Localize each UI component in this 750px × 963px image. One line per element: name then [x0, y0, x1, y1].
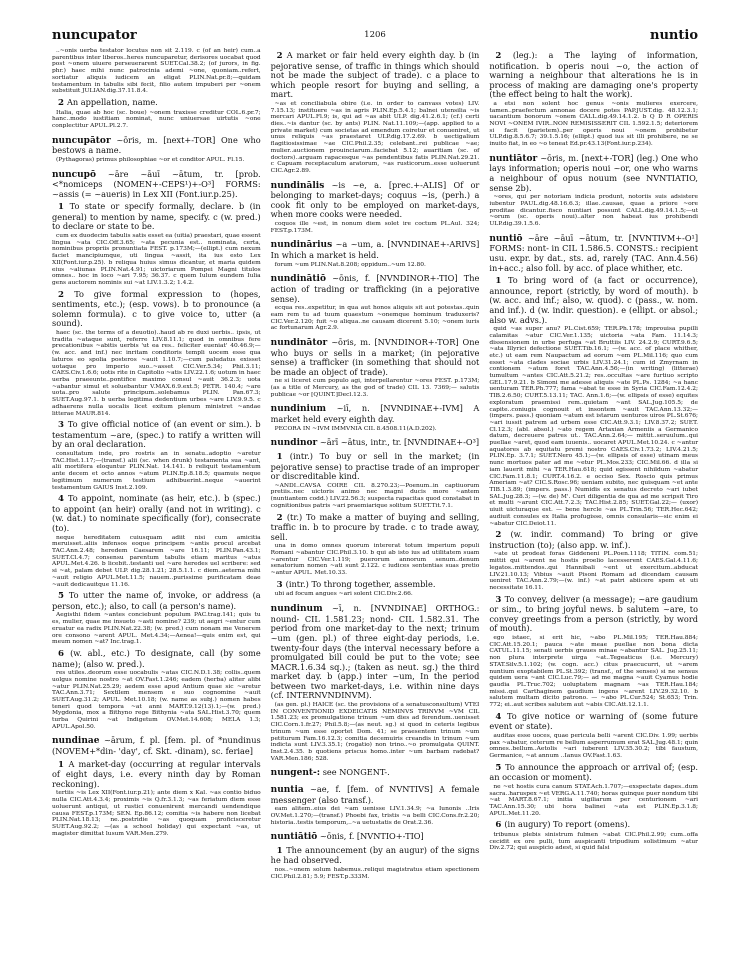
sense-definition: 6 (in augury) To report (omens).: [495, 819, 631, 831]
right-running-headword: nuntio: [650, 28, 698, 43]
sense-number: 3: [58, 420, 68, 431]
entry-headword: nuntiātor: [489, 153, 538, 164]
citation-block: tribunus plebis sinistrum fulmen ~abat CIC.Phil.2.99; cum..offa cecidit ex ore pulli, tum auspicanti tripudium solistimum ~atur Div.2.72; qui auspicio adest, si quid falsi: [489, 832, 699, 852]
entry-etymology: ~ārum, f. pl. [fem. pl. of *nundinus (NOVEM+*din- 'day', cf. Skt. -dinam), sc. feriae]: [52, 735, 261, 757]
sense-number: 3: [495, 594, 505, 605]
sense-definition: 3 To give official notice of (an event or sim.). b testamentum ~are, (spec.) to ratify a written will by an oral declaration.: [52, 419, 261, 450]
sense-definition: 1 (intr.) To buy or sell in the market; (in pejorative sense) to practise trade of an improper or discreditable kind.: [270, 450, 480, 482]
entry-headword: nuntia: [270, 784, 304, 795]
citation-block: res utiles..deorum esse uocabulis ~atas CIC.N.D.1.38; collis..quem uolgus nomine nostro ~at OV.Fast.1.246; eadem (herba) aliter alibi ~atur PLIN.Nat.25.29; aedem esse apud Antium quae sic ~aretur TAC.Ann.3.71; Sextilem mensem e suo cognomine ~auit SUET.Aug.31.2; APUL. Met.10.18; (w. name as subj.) nomen habes teneri quod tempora ~at anni MART.9.12(13).1;—(w. pred.) Mygdonia, mox a Bithyno rege Bithynia ~ata SAL.Hist.3.70; quem turba Quirini ~at Indigetum OV.Met.14.608; MELA 1.3; APUL.Apol.50.: [52, 670, 261, 730]
page-number: 1206: [364, 30, 386, 40]
citation-block: neque hereditatem cuiusquam adiit nisi cum amicitia meruisset..aliis infensos eoque principem ~antis procul arcebat TAC.Ann.2.48; heredem Caesarem ~are 16.11; PLIN.Pan.43.1; SUET.Cl.4.7; consensu parentum tabulis etiam maritus ~atus APUL.Met.4.26. b licebit..testanti uel ~are heredes uel scribere: sed si ~at, palam debet ULP. dig.28.1.21; 28.5.1.1. c diem..aeterna mihi ~auit religio APUL.Met.11.5; nauem..purissime purificatam deae ~auit dedicauitque 11.16.: [52, 534, 261, 588]
sense-definition: 1 To state or specify formally, declare. b (in general) to mention by name, specify. c (w. pred.) to declare or state to be.: [52, 201, 261, 232]
sense-definition: 1 To bring word of (a fact or occurrence), announce, report (strictly, by word of mouth). b (w. acc. and inf.; also, w. quod). c (pass., w. nom. and inf.). d (w. indir. question). e (ellipt. or absol.; also w. advs.).: [489, 275, 699, 325]
entry-etymology: ~ōris, m. [NVNDINOR+-TOR] One who buys or sells in a market; (in pejorative sense) a trafficker (in something that should not be made an object of trade).: [270, 336, 480, 377]
entry-etymology: ~is ~e, a. [prec.+-ALIS] Of or belonging to market-days; coquus ~is, (perh.) a cook fit only to be employed on market-days, when more cooks were needed.: [270, 179, 480, 220]
sense-definition: 1 The announcement (by an augur) of the signs he had observed.: [270, 844, 480, 866]
citation-block: eam alitem..eius dei ~am uenisse LIV.1.34.9; ~a Iunonis ..Iris OV.Met.1.270;—(transf.) Phoebi fax, tristis ~a belli CIC.Cons.fr.2.20; historia..testis temporum,..~a uetustatis de Orat.2.36.: [270, 806, 480, 826]
sense-definition: 2 To give formal expression to (hopes, sentiments, etc.); (esp. vows). b to pronounce (a solemn formula). c to give voice to, utter (a sound).: [52, 288, 261, 329]
sense-number: 4: [58, 494, 68, 505]
entry-headword: nuncupātor: [52, 135, 111, 146]
sense-number: 2: [495, 51, 513, 61]
citation-block: auditas esse uoces, quae pericula belli ~arent CIC.Div. 1.99; uerbis pax ~abatur, ceterum re bellum asperrumum erat SAL.Jug.48.1; quin omnes..bellum..Aetolis ~ari iuberent LIV.35.30.2; tibi faustum, Germanice, ~at annum ..Ianus OV.Fast.1.63.: [489, 732, 699, 760]
sense-definition: 2 (w. indir. command) To bring or give instruction (to); (also app. w. inf.).: [489, 529, 699, 550]
entry-etymology: ~iī, n. [NVNDINAE+-IVM] A market held every eighth day.: [270, 403, 480, 425]
sense-definition: 1 A market-day (occurring at regular intervals of eight days, i.e. every ninth day by Roman reckoning).: [52, 758, 261, 789]
dictionary-entry: [271, 785, 480, 805]
sense-number: 6: [495, 820, 505, 831]
entry-etymology: ~a ~um, a. [NVNDINAE+-ARIVS] In which a market is held.: [270, 239, 480, 261]
sense-number: 5: [495, 762, 506, 773]
citation-block: (as gen. pl.) HAICE (sc. the provisions of a senatusconsultum) VTEI IN CONVENTIONID EXDEICATIS NEMINVS TRINVM ~VM CIL 1.581.23; ex promulgatione trinum ~um dies ad ferendum..uenisset CIC.Corn.1.fr.27; Phil.5.8;—(as neut. sg.) si quod in ceteris legibus trinum ~um esse oportet Dom. 41; se praesentem trinum ~um petiturum Fam.16.12.3; comitia decemuiris creandis in trinum ~um indicta sunt LIV.3.35.1; (rogatio) non trino..~o promulgata QUINT. Inst.2.4.35. b quotiens priscus homo..inter ~um barbam radebat? VAR.Men.186; 528.: [270, 702, 480, 762]
dictionary-entry: [489, 234, 698, 273]
entry-headword: nundinātiō: [270, 274, 326, 285]
entry-etymology: ~ārī ~ātus, intr., tr. [NVNDINAE+-O³]: [317, 437, 480, 448]
entry-etymology: ~ōnis, f. [NVNDINOR+-TIO] The action of trading or trafficking (in a pejorative sense).: [270, 273, 480, 304]
entry-headword: nundinum: [270, 604, 323, 615]
citation-block: ~ores, qui per notoriam indicia produnt, notoriis suis adsistere iubentur PAUL.dig.48.16.6.3; illae..causae, quae a priore ~ore proditae dicantur..fisco nuntiari possunt CALL.dig.49.14.1.5;—ut ~orum (sc. operis noui)..alter non habeat ius prohibendi ULP.dig.39.1.5.6.: [489, 194, 699, 228]
sense-number: 2: [58, 289, 75, 300]
dictionary-entry: [271, 274, 480, 304]
dictionary-entry: [271, 438, 480, 449]
sense-definition: 5 To announce the approach or arrival of; (esp. an occasion or moment).: [489, 761, 699, 783]
column-3: [489, 48, 698, 881]
dictionary-entry: [271, 181, 480, 220]
dictionary-entry: [271, 832, 480, 843]
citation-block: ~ANDI..CAVSA COIRE CIL 8.270.23;—Poenum..in captiuorum pretiis..nec uictoris animo nec magni ducis more ~antem (nuntiantem codd.) LIV.22.56.3; suspecta rapacitas quod constabat in cognitionibus patris ~ari praemiarique solitum SUET.Tit.7.1.: [270, 482, 480, 509]
sense-number: 2: [495, 530, 511, 541]
dictionary-entry: [271, 604, 480, 701]
sense-number: 2: [58, 97, 67, 108]
sense-number: 4: [495, 711, 507, 722]
entry-headword: nungent-:: [270, 768, 321, 779]
citation-block: ~as et conciliabula obire (i.e. in order to canvass votes) LIV. 7.15.13; instituere ~as in agris PLIN.Ep.5.4.1; balnei utensilia ~is mercari APUL.Fl.9; is, qui ad ~as abit ULP. dig.41.2.6.1; (cf.) certi dies..~is dantur (sc. by ants) PLIN. Nat.11.109;—(app. applied to a private market) cum societas ad emendum coiretur et conueniret, ut unus reliquis ~as praestaret ULP.dig.17.2.69. b uectigalium flagitiosissimae ~ae CIC.Phil.2.35; celebant..rei publicae ~ae; mulier..auctionem prouinciarum..faciebat 5.12; auaritiam (sc. of doctors)..arguam rapacesque ~as pendentibus fatis PLIN.Nat.29.21. c Capuam receptaculum aratorum, ~as rusticorum..esse uoluerunt CIC.Agr.2.89.: [270, 100, 480, 174]
entry-etymology: ~ōnis, f. [NVNTIO+-TIO]: [317, 831, 424, 842]
entry-headword: nuncupō: [52, 169, 96, 180]
sense-definition: 2 An appellation, name.: [58, 96, 158, 108]
entry-headword: nuntiō: [489, 233, 523, 244]
entry-headword: nundinor: [270, 438, 318, 449]
citation-block: haec (sc. the terms of a deuotio)..haud ab re duxi uerbis.. ipsis, ut tradita ~ataque sunt, referre LIV.8.11.1; quod in omnibus fere precationibus ~abitis uerbis 'ut ea res.. feliciter eueniat' 40.46.9;—(w. acc. and inf.) nec inritam conditoris templi uocem esse qua laturos eo spolia posteros ~auit 1.10.7;—cum paludatus exisset uotaque pro imperio suo..~asset CIC.Ver.5.34; Phil.3.11; CAES.Civ.1.6.6; uotis rite in Capitolio ~atis LIV.22.1.6; uotum in haec uerba praeeunte..pontifice maximo consul ~auit 36.2.3; uota ~abantur simul et soluebantur V.MAX.6.9.ext.5; PETR. 140.4; ~are uota..pro salute principum..solebamus PLIN. Pan.67.3; SUET.Aug.97.1. b uerba legitima dedentium urbes ~are LIV.9.9.5. c adhaerens nulla uocalis licet exitum plenum ministret ~andae litterae MAUR.814.: [52, 330, 261, 417]
citation-block: ne si liceret cum populo agi, interpellarentur ~ores FEST. p.173M; (as a title of Mercury, as the god of trade) CIL 13. 7369;— salutis publicae ~or [QUINT.]Decl.12.3.: [270, 378, 480, 398]
sense-number: 2: [276, 51, 287, 61]
entry-etymology: ~āre ~āuī ~ātum, tr. [prob. <*nomiceps (NOMEN+-CEPS¹)+-O³] FORMS: ~assis (= ~aueris) in Lex XII (Font.iur.p.25).: [52, 168, 261, 199]
citation-block: tertiis ~is Lex XII(Font.iur.p.21); ante diem x Kal. ~as contio biduo nulla CIC.Att.4.3.4; proximis ~is Q.fr.3.1.3; ~as feriatum diem esse uoluerunt antiqui, ut rustici conuenirent mercandi uendendique causa FEST.p.173M; SEN. Ep.86.12; comitia ~is habere non licebat PLIN.Nat.18.13; ne..postridie ~as quoquam proficisceretur SUET.Aug.92.2; —(as a school holiday) qui expectant ~as, ut magister dimittat lusum VAR.Men.279.: [52, 790, 261, 837]
citation-block: ne ~et hostis cura canum STAT.Ach.1.707;—exspectate dapes..dum sacra..haruspex ~et VERG.A.11.740; horas quinque puer nondum tibi ~at MART.8.67.1; initia uigiliarum per centurionem ~ari TAC.Ann.15.30; ubi hora balinei ~ata est PLIN.Ep.3.1.8; APUL.Met.11.20.: [489, 783, 699, 817]
dictionary-entry: [489, 154, 698, 193]
citation-block: ..~onis uerba testator locutus non sit 2.119. c (of an heir) cum..a parentibus inter liberos..heres nuncuparetur, derisores uocabat quod post ~onem uiuere perseuerarent SUET.Cal.38.2; (of jurors, in fig. phr.) haec mihi nunc patrocinia ademi ~one, quoniam..refert, sortiatur aliquis iudicem an eligat PLIN.Nat.pr.8;—quidam testamentum in tabulis sibi fecit, filio autem impuberi per ~onem substituit JULIAN.dig.37.11.8.4.: [52, 48, 261, 95]
entry-headword: nundinārius: [270, 240, 333, 251]
entry-etymology: ~ōris, m. [next+-TOR] One who bestows a name.: [52, 134, 261, 156]
sense-definition: 3 (intr.) To throng together, assemble.: [276, 578, 436, 590]
entry-headword: nundinium: [270, 404, 327, 415]
dictionary-entry: [271, 338, 480, 377]
citation-block: nos..~onem solum habemus..reliqui magistratus etiam spectionem CIC.Phil.2.81; 5.9; FEST.p.333M.: [270, 867, 480, 880]
entry-headword: nundinae: [52, 736, 100, 747]
sense-number: 2: [276, 512, 287, 523]
entry-etymology: see NONGENT-.: [320, 767, 390, 778]
left-running-headword: nuncupator: [52, 28, 137, 43]
dictionary-columns: [52, 48, 698, 881]
dictionary-entry: [52, 736, 261, 756]
sense-definition: 2 (tr.) To make a matter of buying and selling, traffic in. b to procure by trade. c to trade away, sell.: [270, 511, 480, 542]
citation-block: quid ~as super anu? PL.Cist.659; TER.Ph.178; improuisa pupilli calamitas ~atur CIC.Ver.1.135; uictoria ~ata Fam. 11.14.3; dissensionem in urbe perfuga ~at Bruttiis LIV. 24.2.9; CURT.9.6.5; ~ata Illyrici defectione SUET.Tib.16.1; —(w. acc. of place whither, etc.) ut eam rem Naupactum ad eorum ~em PL.Mil.116; quo cum esset ~ata clades sociae urbis LIV.31.24.1; cum id Zmyrnam in contionem ~atum foret TAC.Ann.4.56;—(in writing) (litterae) tumultum ~antes CIC.Att.5.21.2; res..occultas ~are furtiuo scripto GEL.17.9.21. b Simoni me adesse aliquis ~ate PL.Ps. 1284; ~a hanc uenturam TER.Ph.777; fama ~abat te esse in Syria CIC.Fam.12.4.2; TIB.2.6.50; CURT.5.13.11; TAC. Ann.1.6;—(w. ellipsis of esse) equites exploratum praemissi rem..quietam ~ant SAL.Jug.105.5; de capite..coniugis cognouit et insontem ~auit TAC.Ann.13.32;—(impers. pass.) quoniam ~atum est istarum uenturos uiros PL.St.676; ~ari iussit patrem ad urbem esse CIC.Att.9.3.1; LIV.8.37.2; SUET. Cl.12.3; (abl. absol.) ~ato regem Artaxian Armeniis a Germanico datum, decreuere patres ut.. TAC.Ann.2.64;— mittit..seruulum..qui puellae ~aret, quod eam iuuenis.. uocaret APUL.Met.10.24. c ~antur aquatores ab equitatu premi nostro CAES.Civ.1.73.2; LIV.4.21.5; PLIN.Ep. 3.7.1; SUET.Nero 45.1;—(w. ellipsis of esse) utinam meus nunc mortuos pater ad me ~etur PL.Mos.233; CIC.Mil.66. d illa si iam lauerit mihi ~a TER.Hau.618; quid egissent nihildum ~abatur CIC.Fam.11.8.1; CURT.4.16.2. e occiso Sex. Roscio quis primus Ameriam ~at? CIC.S.Rosc.96; ueniam subito, nec quisquam ~et ante TIB.1.3.89; (impers. pass.) Numidis ex senatus decreto ~ari iubet SAL.Jug.28.3; —(w. de) M'. Curi diligentia de qua ad me scripsit Tiro et multi ~arunt CIC.Att.7.2.3; TAC.Hist.2.85; SUET.Gal.22;— (uxor) uiuit uicturaque est. — bene hercle ~as PL.Trin.56; TER.Hec.642; audiuit consules ex Italia profugisse, omnis consularis—sic enim ei ~abatur CIC.Deiot.11.: [489, 326, 699, 527]
citation-block: (Pythagoras) primus philosophiae ~or et conditor APUL. Fl.15.: [56, 156, 245, 163]
dictionary-entry: [271, 404, 480, 424]
entry-headword: nundinālis: [270, 180, 325, 191]
sense-definition: 6 (w. abl., etc.) To designate, call (by some name); (also w. pred.).: [52, 647, 261, 669]
dictionary-entry: [52, 136, 261, 156]
citation-block: una in domo omnes quorum intererat totum imperium populi Romani ~abantur CIC.Phil.3.10. b qui ab isto ius ad utilitatem suam ~arentur CIC.Ver.1.119; puerorum annorum senum..denum senatorium nomen ~ati sunt 2.122. c iudices sententias suas pretio ~antur APUL. Met.10.33.: [270, 543, 480, 577]
sense-definition: 4 To give notice or warning of (some future event or state).: [489, 710, 699, 732]
sense-definition: 4 To appoint, nominate (as heir, etc.). b (spec.) to appoint (an heir) orally (and not in writing). c (w. dat.) to nominate specifically (for), consecrate (to).: [52, 493, 261, 533]
citation-block: ego istaec, si erit hic, ~abo PL.Mil.195; TER.Hau.884; CIC.Att.15.20.1; pauca ~ate meae puellae non bona dicta CATUL.11.15; senati uerbis graues minae ~abantur SAL. Jug.25.11; non plura interprete uirga ~at..Tegeaticus (i.e. Mercury) STAT.Silv.5.1.102; (w. cogn. acc.) citus praecucurri, ut ~arem nuntium exoptabilem PL.St.392; (transf., of the senses) si ne sensus quidem uera ~ant CIC.Luc.79;— ad me magna ~auit Cyamus hodie gaudia PL.Truc.702; uoluptatem magnam ~as TER.Hau.184; missi..qui Carthaginem gaudium ingens ~arent LIV.29.32.10. b salutem multam dicito patrono. — ~abo PL.Cur.524; St.653; Trin. 772; ei..aut scribes salutem aut ~abis CIC.Att.12.1.1.: [489, 635, 699, 709]
citation-block: ~ate ut prodeat foras Giddeneni PL.Poen.1118; TITIN. com.51; mittit qui ~arent ne hostis proelio lacesserent CAES.Gal.4.11.6; legatos..mittendos..qui Hannibali ~ent ut exercitum..abducat LIV.21.10.13; Vibius ~auit Pisoni Romam ad dicendam causam ueniret TAC.Ann.2.79;—(w. inf.) ~at patri abiicere spem et uti necessitate 16.11.: [489, 551, 699, 591]
sense-definition: 2 A market or fair held every eighth day. b (in pejorative sense, of traffic in things which should not be made the subject of trade). c a place to which people resort for buying and selling, a mart.: [270, 50, 480, 100]
sense-number: 3: [276, 579, 286, 590]
dictionary-entry: [271, 768, 480, 779]
entry-etymology: ~ī, n. [NVNDINAE] ORTHOG.: nound- CIL 1.581.23; nond- CIL 1.582.31. The period from one market-day to the next; trinum ~um (gen. pl.) of three eight-day periods, i.e. twenty-four days (the interval necessary before a promulgated bill could be put to the vote; see MACR.1.6.34 sq.).; (taken as neut. sg.) the third market day. b (app.) inter ~um, In the period between two market-days, i.e. within nine days (cf. INTERNVNDINVM).: [270, 603, 480, 701]
entry-etymology: ~ae, f. [fem. of NVNTIVS] A female messenger (also transf.).: [270, 783, 480, 805]
citation-block: ubi ad focum angues ~ari solent CIC.Div.2.66.: [274, 591, 413, 598]
sense-number: 1: [495, 276, 508, 287]
citation-block: a etsi non solent hoc genus ~onis mulieres exercere, tamen..praefectum annonae docere potes PAP.JUST.dig. 48.12.3.1; uacantium bonorum ~onem CALL.dig.49.14.1.2. b Q D R OPERIS NOVI ~ONEM IVIR..NON REMISISSERIT CIL 1.592.1.5; deteriorem si facit (parietem)..per operis noui ~onem prohibetur ULP.dig.8.5.6.7; 39.1.5.16; (ellipt.) quod ius sit illi prohibere, ne se inuito fiat, in eo ~o teneat Ed.pr.43.13(Font.iur.p.234).: [489, 100, 699, 148]
column-2: [271, 48, 480, 881]
citation-block: consultatum inde, pro rostris an in senatu..adoptio ~aretur TAC.Hist.1.17;—(transf.) alii (sc. when drunk) testamenta sua ~ant, alii mortifera eloquntur PLIN.Nat. 14.141. b reliquit testamentum ante decem et octo annos ~atum PLIN.Ep.8.18.5; quamuis neque legitimum numerum testium adhibuerint..neque ~auerint testamentum GAIUS Inst.2.109.: [52, 451, 261, 491]
sense-definition: 3 To convey, deliver (a message); ~are gaudium or sim., to bring joyful news. b salutem ~are, to convey greetings from a person (strictly, by word of mouth).: [489, 593, 699, 634]
sense-number: 5: [58, 591, 69, 602]
sense-definition: 5 To utter the name of, invoke, or address (a person, etc.); also, to call (a person's name).: [52, 590, 261, 611]
page-header: [52, 28, 698, 44]
sense-definition: 2 (leg.): a The laying of information, notification. b operis noui ~o, the action of warning a neighbour that alterations he is in process of making are damaging one's property (the effect being to halt the work).: [489, 50, 699, 100]
entry-etymology: ~ōris, m. [next+-TOR] (leg.) One who lays information; operis noui ~or, one who warns a neighbour of opus nouum (see NVNTIATIO, sense 2b).: [489, 152, 699, 193]
sense-number: 1: [276, 845, 287, 856]
sense-number: 1: [58, 759, 69, 770]
citation-block: PECORA IN ~IVM IMMVNIA CIL 8.4508.11(A.D.202).: [274, 425, 437, 432]
citation-block: forum ~um PLIN.Nat.8.208; oppidum..~um 12.80.: [274, 261, 426, 268]
entry-headword: nuntiātiō: [270, 832, 318, 843]
column-1: [52, 48, 261, 881]
sense-number: 6: [58, 648, 71, 659]
dictionary-entry: [52, 170, 261, 200]
sense-number: 1: [276, 451, 290, 462]
citation-block: cum ex duodecim tabulis satis esset ea (uitia) praestari, quae essent lingua ~ata CIC.Off.3.65; ~ata pecunia est.. nominata, certa, nominibus propriis pronuntiata FEST. p.173M;—(ellipt.) cum nexum faciet mancipiumque, uti lingua ~assit, ita ius esto Lex XII(Font.iur.p.25). b reliqua huius simus dicantur, et maria quidem eius ~aliunas PLIN.Nat.4.91; uictoriarum Pompei Magni titulos omnes.. hoc in loco ~ari 7.95; 36.37. c quem Iulum eundem Iulia gens auctorem nominis sui ~at LIV.1.3.2; 1.4.2.: [52, 233, 261, 286]
entry-headword: nundinātor: [270, 337, 328, 348]
entry-etymology: ~āre ~āuī ~ātum, tr. [NVNTIVM+-O¹] FORMS: nont- in CIL 1.586.5. CONSTS.: recipient usu. expr. by dat., sts. ad, rarely (TAC. Ann.4.56) in+acc.; also foll. by acc. of place whither, etc.: [489, 232, 699, 273]
citation-block: ecqua res..expetitur, in qua aut honos aliquis sit aut potestas..quin eam rem tu ad tuum quaestum ~onemque hominum traduxeris? CIC.Ver.2.120; fuit ~o aliqua..ne causam dicerent 5.10; ~onem iuris ac fortunarum Agr.2.9.: [270, 305, 480, 332]
citation-block: Italia, quae ab hoc (sc. boue) ~onem traxisse creditur COL.6.pr.7; hanc..modo iustitiam nominat, nunc uniuersae uirtutis ~one conplectitur APUL.Pl.2.7.: [52, 109, 261, 129]
citation-block: Aegisthi fidem ~antes conciebunt populum PAC.trag.141; quis tu es, mulier, quae me insueto ~asti nomine? 239; ut aegri ~entur cum eruatur ea radix PLIN.Nat.22.38; (w. pred.) cum nonam me Venerem ore consono ~arent APUL. Met.4.34;—Aenea!—quis enim est, qui meum nomen ~at? Inc.trag.1.: [52, 612, 261, 646]
sense-number: 1: [58, 202, 70, 213]
citation-block: coquos ille ~est, in nonum diem solet ire coctum PL.Aul. 324; FEST.p.173M.: [270, 221, 480, 234]
dictionary-entry: [271, 240, 480, 260]
